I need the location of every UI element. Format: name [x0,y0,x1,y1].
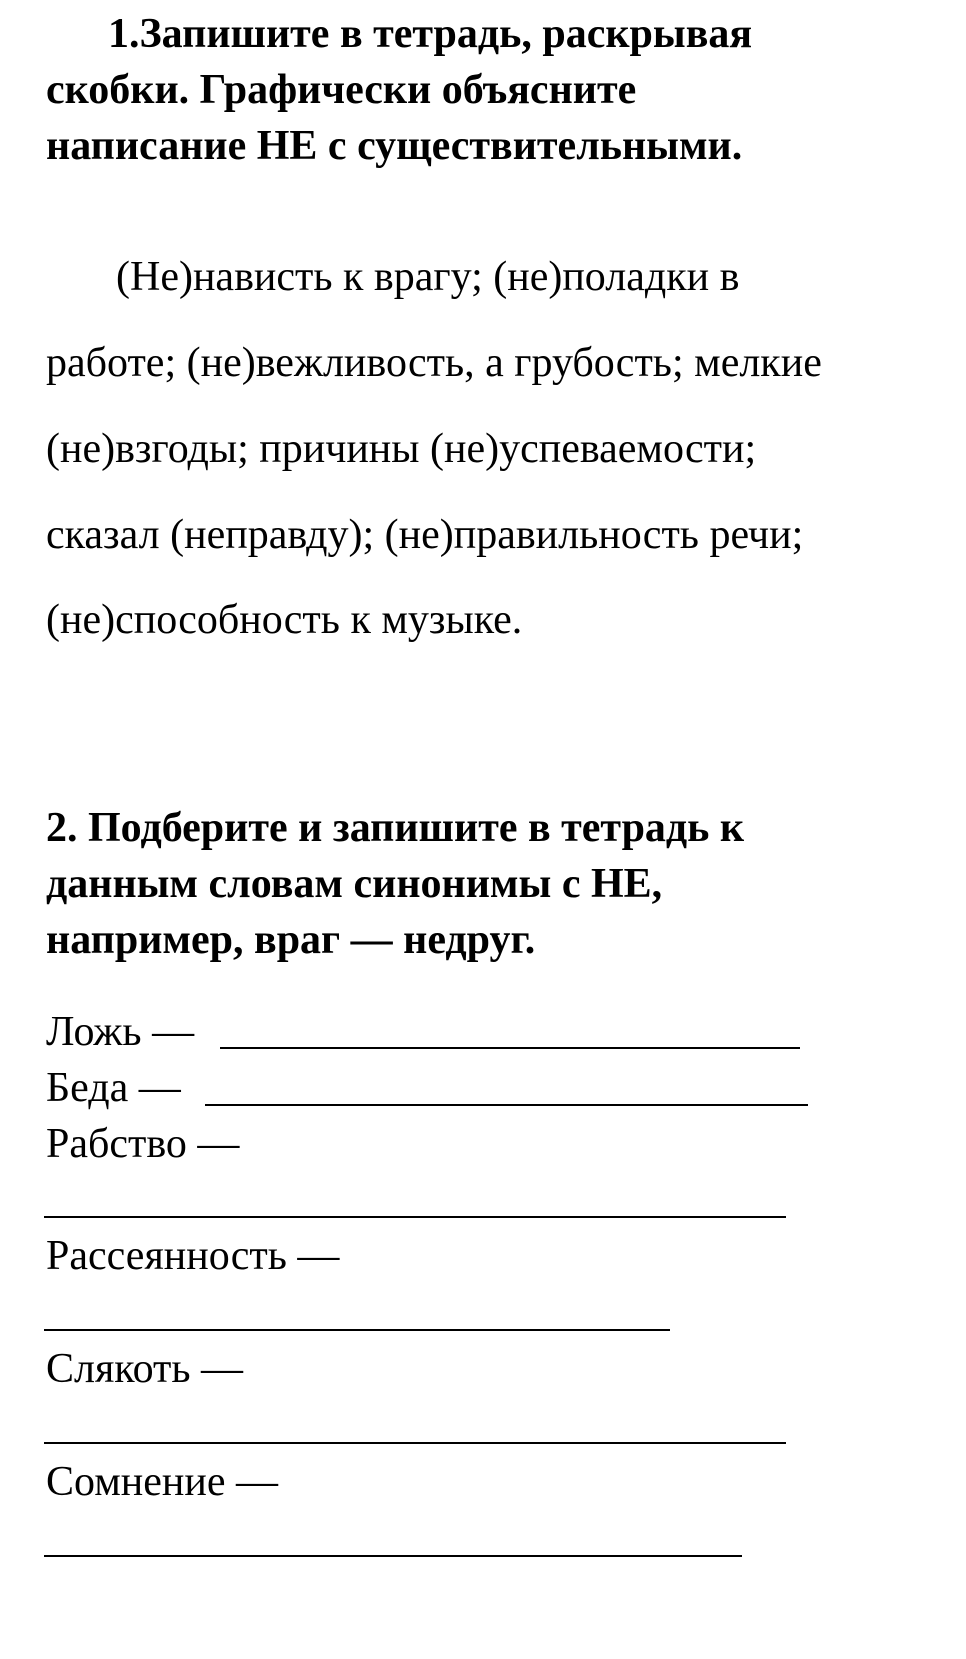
task-1-text-line: сказал (неправду); (не)правильность речи; [46,512,804,558]
task-1-heading [46,6,752,174]
task-1-heading-line: скобки. Графически объясните [46,67,637,113]
task-1-text-line: работе; (не)вежливость, а грубость; мелкие [46,340,822,386]
task-1-text-line: (не)способность к музыке. [46,597,523,643]
answer-blank-slyakot[interactable] [44,1442,786,1444]
answer-blank-somnenie[interactable] [44,1555,742,1557]
answer-blank-beda[interactable] [205,1104,808,1106]
word-label-slyakot: Слякоть — [46,1346,244,1392]
task-2-heading-line: например, враг — недруг. [46,917,536,963]
task-2-heading-line: 2. Подберите и запишите в тетрадь к [46,805,745,851]
word-label-somnenie: Сомнение — [46,1459,279,1505]
task-1-heading-line: написание НЕ с существительными. [46,123,743,169]
answer-blank-rabstvo[interactable] [44,1216,786,1218]
task-2-heading-line: данным словам синонимы с НЕ, [46,861,663,907]
task-1-heading-line: 1.Запишите в тетрадь, раскрывая [108,11,753,57]
task-1-text-line: (Не)нависть к врагу; (не)поладки в [116,254,740,300]
task-1-text-line: (не)взгоды; причины (не)успеваемости; [46,426,757,472]
answer-blank-rasseyannost[interactable] [44,1329,670,1331]
word-label-lozh: Ложь — [46,1009,195,1055]
word-label-rabstvo: Рабство — [46,1121,240,1167]
word-label-rasseyannost: Рассеянность — [46,1233,340,1279]
task-2-heading [46,800,744,968]
word-label-beda: Беда — [46,1065,181,1111]
answer-blank-lozh[interactable] [220,1047,800,1049]
